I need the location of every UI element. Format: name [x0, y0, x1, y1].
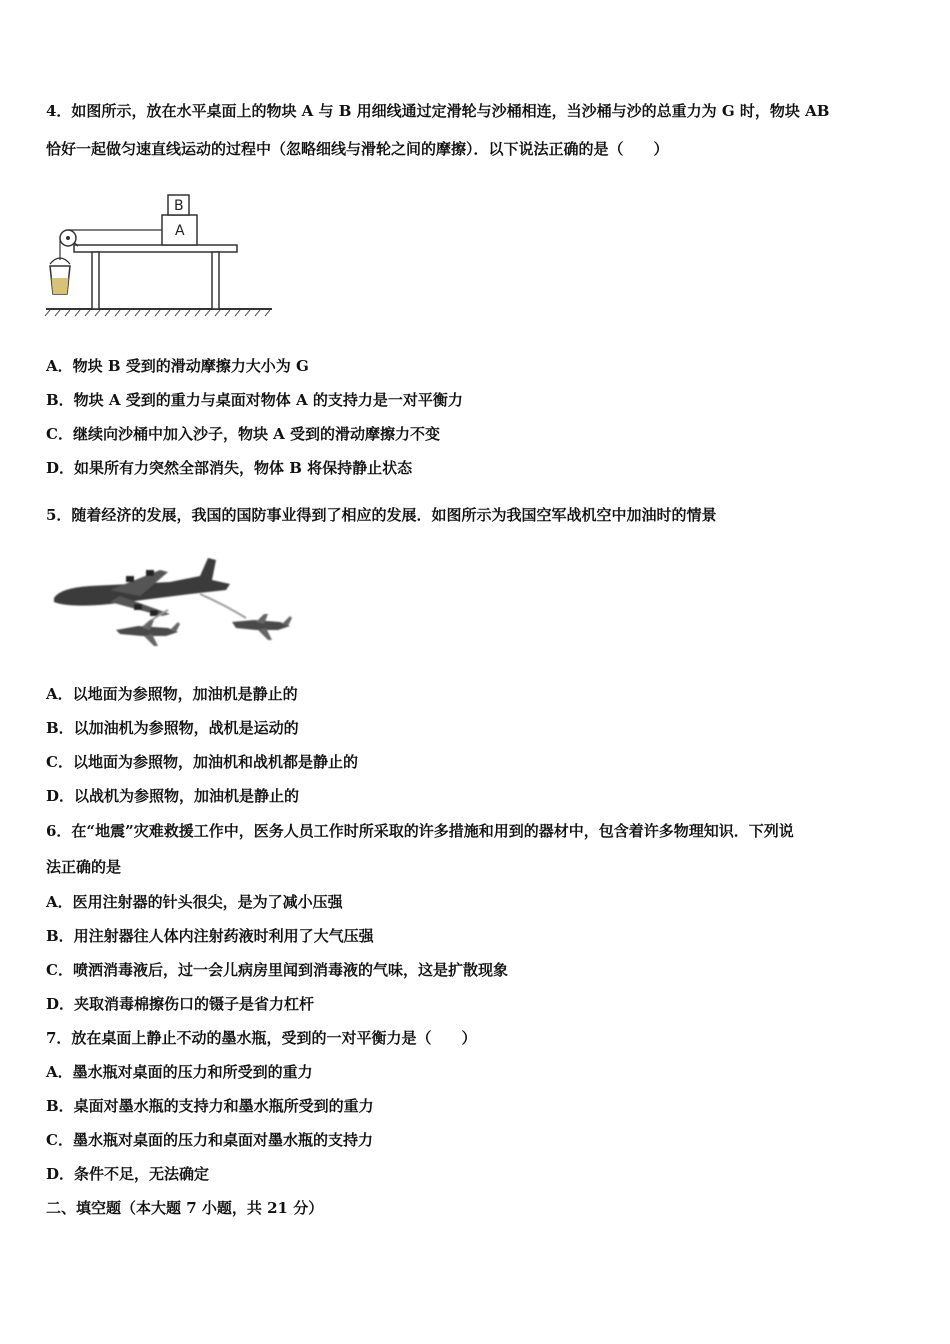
q6-stem-line1: 6．在“地震”灾难救援工作中，医务人员工作时所采取的许多措施和用到的器材中，包含着许多物理知识．下列说 [46, 822, 794, 840]
q7-option-b: B．桌面对墨水瓶的支持力和墨水瓶所受到的重力 [46, 1097, 374, 1115]
q4-option-c: C．继续向沙桶中加入沙子，物块 A 受到的滑动摩擦力不变 [46, 425, 441, 443]
q7-option-a: A．墨水瓶对桌面的压力和所受到的重力 [46, 1063, 313, 1081]
q4-stem-line2: 恰好一起做匀速直线运动的过程中（忽略细线与滑轮之间的摩擦）．以下说法正确的是（ ） [46, 140, 669, 158]
q4-option-a: A．物块 B 受到的滑动摩擦力大小为 G [46, 357, 309, 375]
q6-option-d: D．夹取消毒棉擦伤口的镊子是省力杠杆 [46, 995, 315, 1013]
q5-stem: 5．随着经济的发展，我国的国防事业得到了相应的发展．如图所示为我国空军战机空中加油时的情景 [46, 506, 717, 524]
q7-stem: 7．放在桌面上静止不动的墨水瓶，受到的一对平衡力是（ ） [46, 1029, 477, 1047]
q5-aerial-refueling-figure [50, 550, 306, 658]
section2-heading: 二、填空题（本大题 7 小题，共 21 分） [46, 1199, 324, 1217]
block-a-label: A [175, 223, 185, 239]
q4-option-b: B．物块 A 受到的重力与桌面对物体 A 的支持力是一对平衡力 [46, 391, 463, 409]
q5-option-b: B．以加油机为参照物，战机是运动的 [46, 719, 299, 737]
q7-option-d: D．条件不足，无法确定 [46, 1165, 210, 1183]
q6-option-b: B．用注射器往人体内注射药液时利用了大气压强 [46, 927, 374, 945]
q5-option-c: C．以地面为参照物，加油机和战机都是静止的 [46, 753, 358, 771]
q7-option-c: C．墨水瓶对桌面的压力和桌面对墨水瓶的支持力 [46, 1131, 373, 1149]
block-b-label: B [174, 198, 184, 214]
q4-stem-line1: 4．如图所示，放在水平桌面上的物块 A 与 B 用细线通过定滑轮与沙桶相连，当沙桶与沙的总重力为 G 时，物块 AB [46, 102, 830, 120]
q5-option-a: A．以地面为参照物，加油机是静止的 [46, 685, 298, 703]
q6-option-a: A．医用注射器的针头很尖，是为了减小压强 [46, 893, 343, 911]
q6-stem-line2: 法正确的是 [46, 858, 122, 876]
q5-option-d: D．以战机为参照物，加油机是静止的 [46, 787, 300, 805]
q4-pulley-figure [42, 190, 276, 320]
q4-option-d: D．如果所有力突然全部消失，物体 B 将保持静止状态 [46, 459, 413, 477]
q6-option-c: C．喷洒消毒液后，过一会儿病房里闻到消毒液的气味，这是扩散现象 [46, 961, 508, 979]
